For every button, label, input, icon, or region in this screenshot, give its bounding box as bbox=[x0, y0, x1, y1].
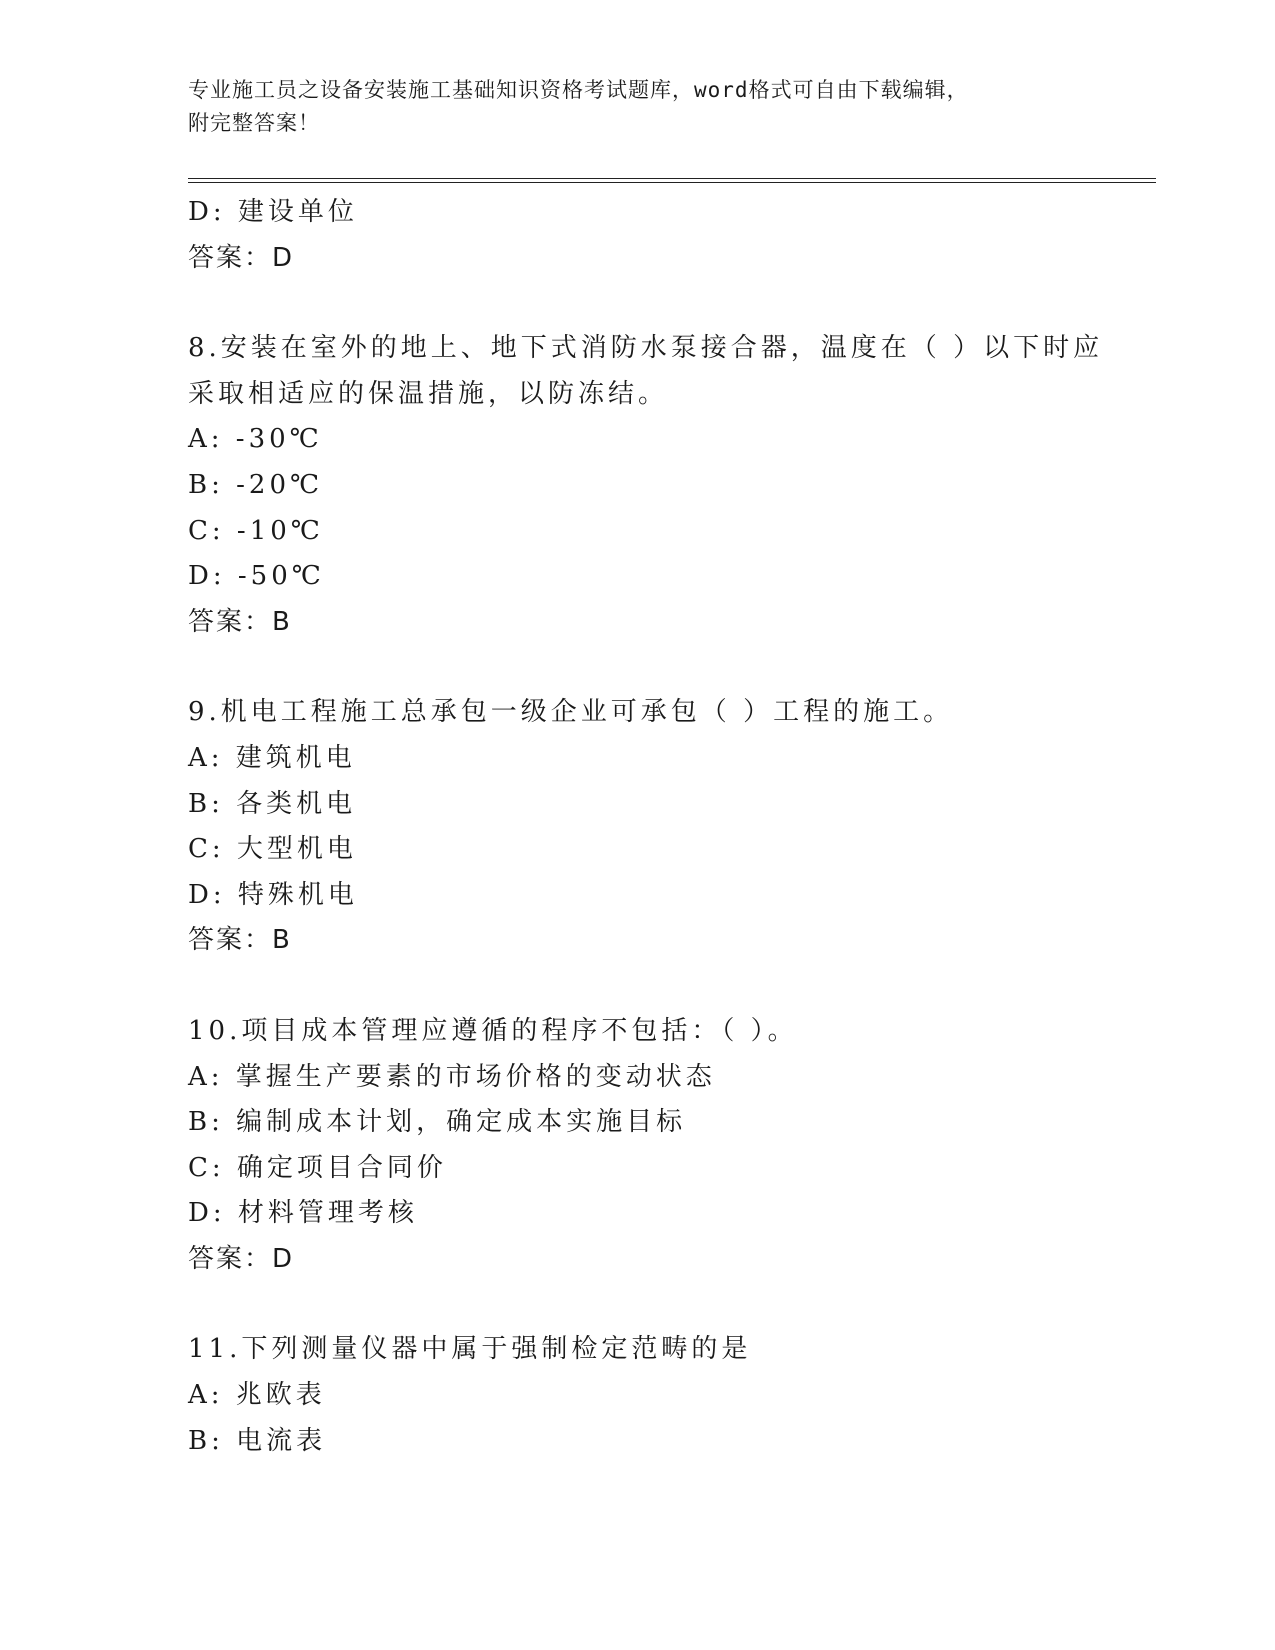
question-8 bbox=[188, 326, 1104, 645]
answer: 答案：B bbox=[188, 925, 292, 956]
question-10 bbox=[188, 1009, 1088, 1283]
option-d: D: 材料管理考核 bbox=[188, 1198, 418, 1229]
header-title-line-1: 专业施工员之设备安装施工基础知识资格考试题库，word格式可自由下载编辑， bbox=[188, 78, 969, 102]
option-c: C: 大型机电 bbox=[188, 834, 357, 865]
question-stem-continued: 采取相适应的保温措施，以防冻结。 bbox=[188, 378, 669, 409]
question-stem: 9.机电工程施工总承包一级企业可承包（ ）工程的施工。 bbox=[188, 697, 954, 728]
option-d: D: 建设单位 bbox=[188, 197, 358, 227]
question-stem: 11.下列测量仪器中属于强制检定范畴的是 bbox=[188, 1334, 752, 1365]
header-title-line-2: 附完整答案！ bbox=[188, 111, 320, 135]
option-a: A: 建筑机电 bbox=[188, 742, 356, 773]
option-b: B: 编制成本计划，确定成本实施目标 bbox=[188, 1107, 687, 1138]
option-c: C: -10℃ bbox=[188, 515, 324, 546]
option-c: C: 确定项目合同价 bbox=[188, 1152, 447, 1183]
page-header bbox=[188, 74, 1088, 140]
option-b: B: 电流表 bbox=[188, 1425, 327, 1456]
answer: 答案：D bbox=[188, 1243, 295, 1274]
option-a: A: 兆欧表 bbox=[188, 1380, 326, 1411]
header-divider bbox=[188, 178, 1156, 183]
option-b: B: 各类机电 bbox=[188, 788, 357, 819]
question-9 bbox=[188, 690, 1088, 964]
question-11 bbox=[188, 1327, 1088, 1464]
option-d: D: -50℃ bbox=[188, 561, 325, 592]
question-content bbox=[188, 190, 1104, 1464]
spacer bbox=[188, 964, 1088, 1009]
spacer bbox=[188, 1282, 1088, 1327]
answer: 答案：B bbox=[188, 606, 292, 637]
option-b: B: -20℃ bbox=[188, 469, 324, 500]
question-stem: 8.安装在室外的地上、地下式消防水泵接合器，温度在（ ）以下时应 bbox=[188, 333, 1104, 364]
question-stem: 10.项目成本管理应遵循的程序不包括：（ ）。 bbox=[188, 1015, 798, 1046]
answer: 答案：D bbox=[188, 242, 295, 273]
option-a: A: -30℃ bbox=[188, 424, 323, 455]
spacer bbox=[188, 645, 1088, 690]
option-d: D: 特殊机电 bbox=[188, 879, 358, 910]
spacer bbox=[188, 281, 1088, 326]
option-a: A: 掌握生产要素的市场价格的变动状态 bbox=[188, 1061, 716, 1092]
